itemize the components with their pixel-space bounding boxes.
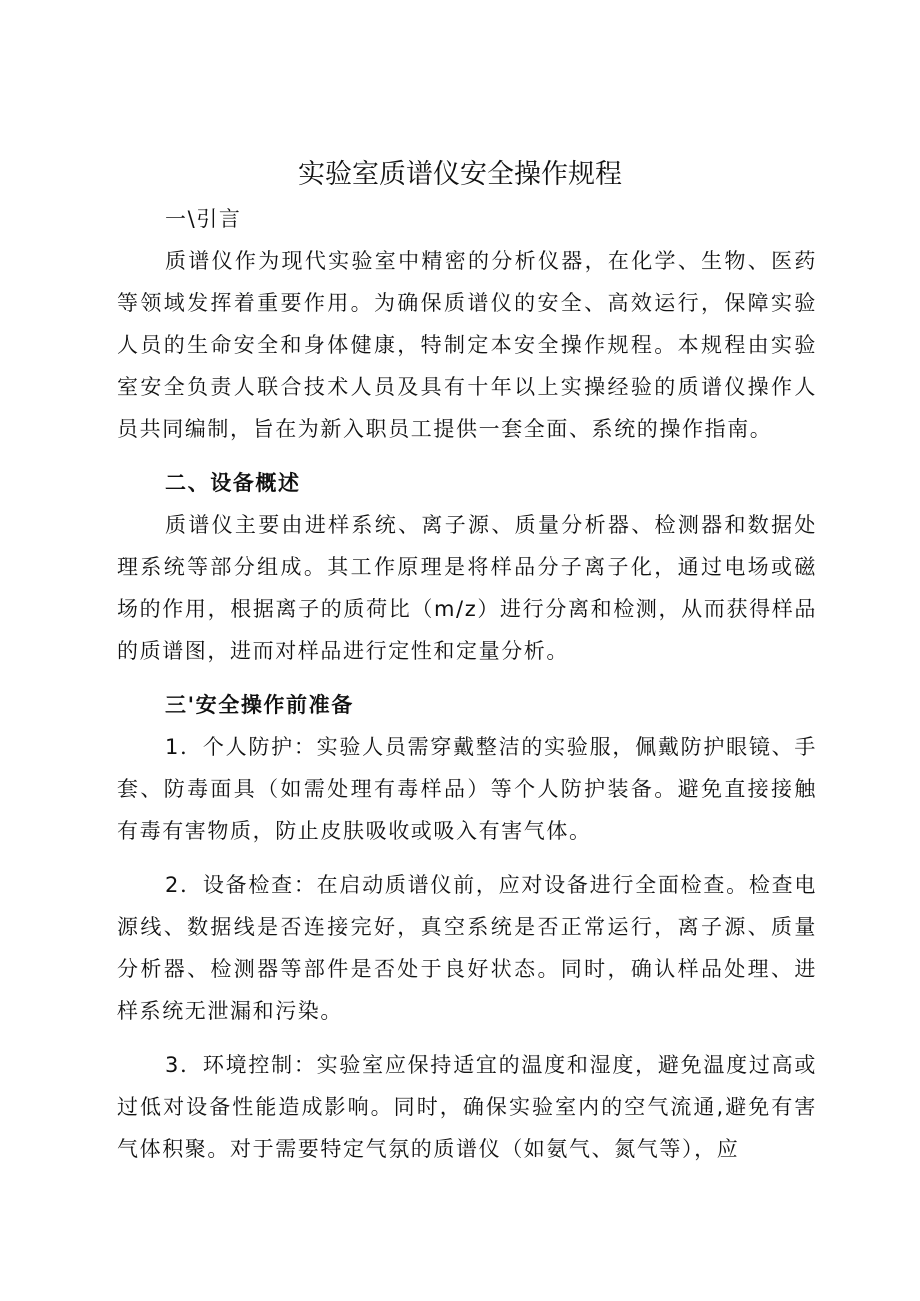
section-heading-introduction: 一\引言 (165, 207, 242, 231)
paragraph-gap (117, 852, 817, 864)
paragraph-device-overview: 质谱仪主要由进样系统、离子源、质量分析器、检测器和数据处理系统等部分组成。其工作原理是将样品分子离子化，通过电场或磁场的作用，根据离子的质荷比（m/z）进行分离和检测，从而获得样品的质谱图，进而对样品进行定性和定量分析。 (117, 513, 817, 663)
paragraph-environment-control: 3．环境控制：实验室应保持适宜的温度和湿度，避免温度过高或过低对设备性能造成影响。同时，确保实验室内的空气流通,避免有害气体积聚。对于需要特定气氛的质谱仪（如氨气、氮气等），应 (117, 1053, 817, 1161)
section-heading-preparation: 三'安全操作前准备 (165, 693, 354, 717)
section-gap (117, 450, 817, 462)
section-gap (117, 672, 817, 684)
paragraph-introduction: 质谱仪作为现代实验室中精密的分析仪器，在化学、生物、医药等领域发挥着重要作用。为确保质谱仪的安全、高效运行，保障实验人员的生命安全和身体健康，特制定本安全操作规程。本规程由实验室安全负责人联合技术人员及具有十年以上实操经验的质谱仪操作人员共同编制，旨在为新入职员工提供一套全面、系统的操作指南。 (117, 249, 817, 441)
section-heading-device-overview: 二、设备概述 (165, 471, 301, 495)
paragraph-device-check: 2．设备检查：在启动质谱仪前，应对设备进行全面检查。检查电源线、数据线是否连接完好，真空系统是否正常运行，离子源、质量分析器、检测器等部件是否处于良好状态。同时，确认样品处理、进样系统无泄漏和污染。 (117, 873, 817, 1023)
paragraph-personal-protection: 1．个人防护：实验人员需穿戴整洁的实验服，佩戴防护眼镜、手套、防毒面具（如需处理有毒样品）等个人防护装备。避免直接接触有毒有害物质，防止皮肤吸收或吸入有害气体。 (117, 735, 817, 843)
paragraph-gap (117, 1032, 817, 1044)
page-title: 实验室质谱仪安全操作规程 (298, 159, 622, 190)
document-body (117, 198, 817, 1170)
